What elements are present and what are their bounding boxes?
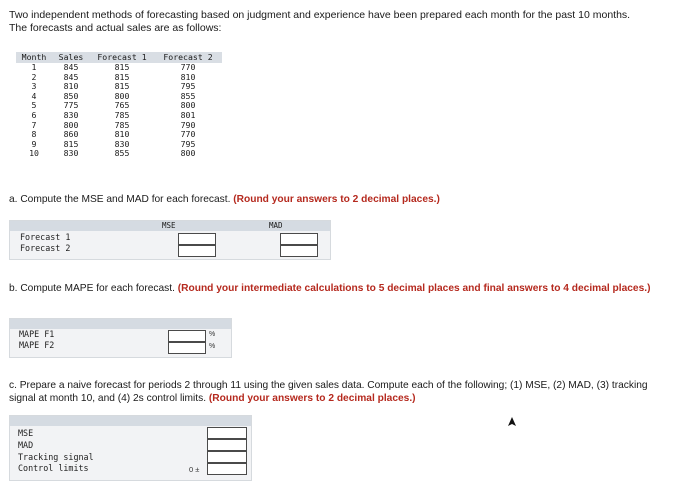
part-a-question [9,194,669,207]
naive-mad-input[interactable] [207,439,247,451]
mse-forecast-1-input[interactable] [178,233,216,245]
mse-forecast-2-input[interactable] [178,245,216,257]
cell-forecast-1: 815 [114,81,130,92]
part-b-instruction: (Round your intermediate calculations to 5 decimal places and final answers to 4 decimal places.) [177,283,651,294]
cell-month: 6 [31,109,37,120]
cell-forecast-1: 830 [114,138,130,149]
row-label-mape-f1: MAPE F1 [19,329,55,339]
tracking-signal-input[interactable] [207,451,247,463]
cell-sales: 845 [63,62,79,72]
cell-forecast-2: 800 [180,148,196,159]
mape-f1-input[interactable] [168,330,206,342]
header-forecast-2: Forecast 2 [154,52,222,63]
cell-forecast-2: 790 [180,119,196,130]
part-c-question-text: c. Prepare a naive forecast for periods 2 through 11 using the given sales data. Compute each of the following; (1) MSE, (2) MAD, (3) tracking signal at month 10, and (4) 2s control limits. [9,380,648,404]
row-label-forecast-1: Forecast 1 [20,232,71,242]
row-label-tracking-signal: Tracking signal [18,452,94,462]
control-limits-input[interactable] [207,463,247,475]
cell-forecast-1: 785 [114,109,130,120]
cell-forecast-2: 770 [180,129,196,140]
intro-line-1: Two independent methods of forecasting based on judgment and experience have been prepared each month for the past 10 months. [9,9,631,21]
part-b-question [9,283,669,296]
cell-sales: 850 [63,90,79,101]
cell-month: 7 [31,119,37,130]
intro-text [9,9,689,35]
cell-forecast-1: 815 [114,62,130,72]
header-forecast-1: Forecast 1 [90,52,154,63]
part-a-answer-panel [9,220,331,260]
part-a-question-text: a. Compute the MSE and MAD for each forecast. [9,194,231,205]
cell-sales: 830 [63,148,79,159]
header-month: Month [16,52,52,63]
cell-month: 1 [31,62,37,72]
mad-forecast-2-input[interactable] [280,245,318,257]
part-c-question [9,380,669,405]
cell-forecast-2: 801 [180,109,196,120]
row-label-forecast-2: Forecast 2 [20,243,71,253]
cell-forecast-2: 795 [180,138,196,149]
control-limits-prefix: 0 ± [189,465,200,474]
sales-forecast-table [16,52,222,159]
header-sales: Sales [52,52,90,63]
cell-month: 8 [31,129,37,140]
row-label-mad: MAD [18,440,34,450]
row-label-mape-f2: MAPE F2 [19,340,55,350]
cell-sales: 830 [63,109,79,120]
cell-forecast-2: 795 [180,81,196,92]
part-b-question-text: b. Compute MAPE for each forecast. [9,283,175,294]
cell-month: 5 [31,100,37,111]
cell-sales: 800 [63,119,79,130]
part-c-answer-panel [9,415,252,481]
intro-line-2: The forecasts and actual sales are as follows: [9,22,222,34]
cell-forecast-1: 800 [114,90,130,101]
cell-sales: 860 [63,129,79,140]
cell-forecast-1: 785 [114,119,130,130]
cell-forecast-1: 810 [114,129,130,140]
cell-forecast-2: 855 [180,90,196,101]
cell-forecast-1: 815 [114,71,130,82]
table-row [16,149,222,159]
row-label-mse: MSE [18,428,34,438]
part-a-instruction: (Round your answers to 2 decimal places.) [233,194,440,205]
part-b-header-bar [10,319,231,329]
row-label-control-limits: Control limits [18,463,89,473]
cell-sales: 775 [63,100,79,111]
naive-mse-input[interactable] [207,427,247,439]
column-header-mad: MAD [269,221,283,230]
cell-forecast-1: 765 [114,100,130,111]
column-header-mse: MSE [162,221,176,230]
cell-month: 10 [29,148,39,159]
cell-forecast-1: 855 [114,148,130,159]
part-b-answer-panel [9,318,232,358]
mouse-cursor-icon [508,417,516,427]
cell-forecast-2: 800 [180,100,196,111]
cell-sales: 845 [63,71,79,82]
cell-month: 3 [31,81,37,92]
cell-month: 9 [31,138,37,149]
cell-month: 4 [31,90,37,101]
part-c-instruction: (Round your answers to 2 decimal places.) [208,392,416,404]
mad-forecast-1-input[interactable] [280,233,318,245]
percent-unit-f2: % [209,343,216,350]
cell-month: 2 [31,71,37,82]
cell-forecast-2: 810 [180,71,196,82]
cell-sales: 810 [63,81,79,92]
part-c-header-bar [10,416,251,426]
percent-unit-f1: % [209,331,216,338]
cell-forecast-2: 770 [180,62,196,72]
mape-f2-input[interactable] [168,342,206,354]
cell-sales: 815 [63,138,79,149]
